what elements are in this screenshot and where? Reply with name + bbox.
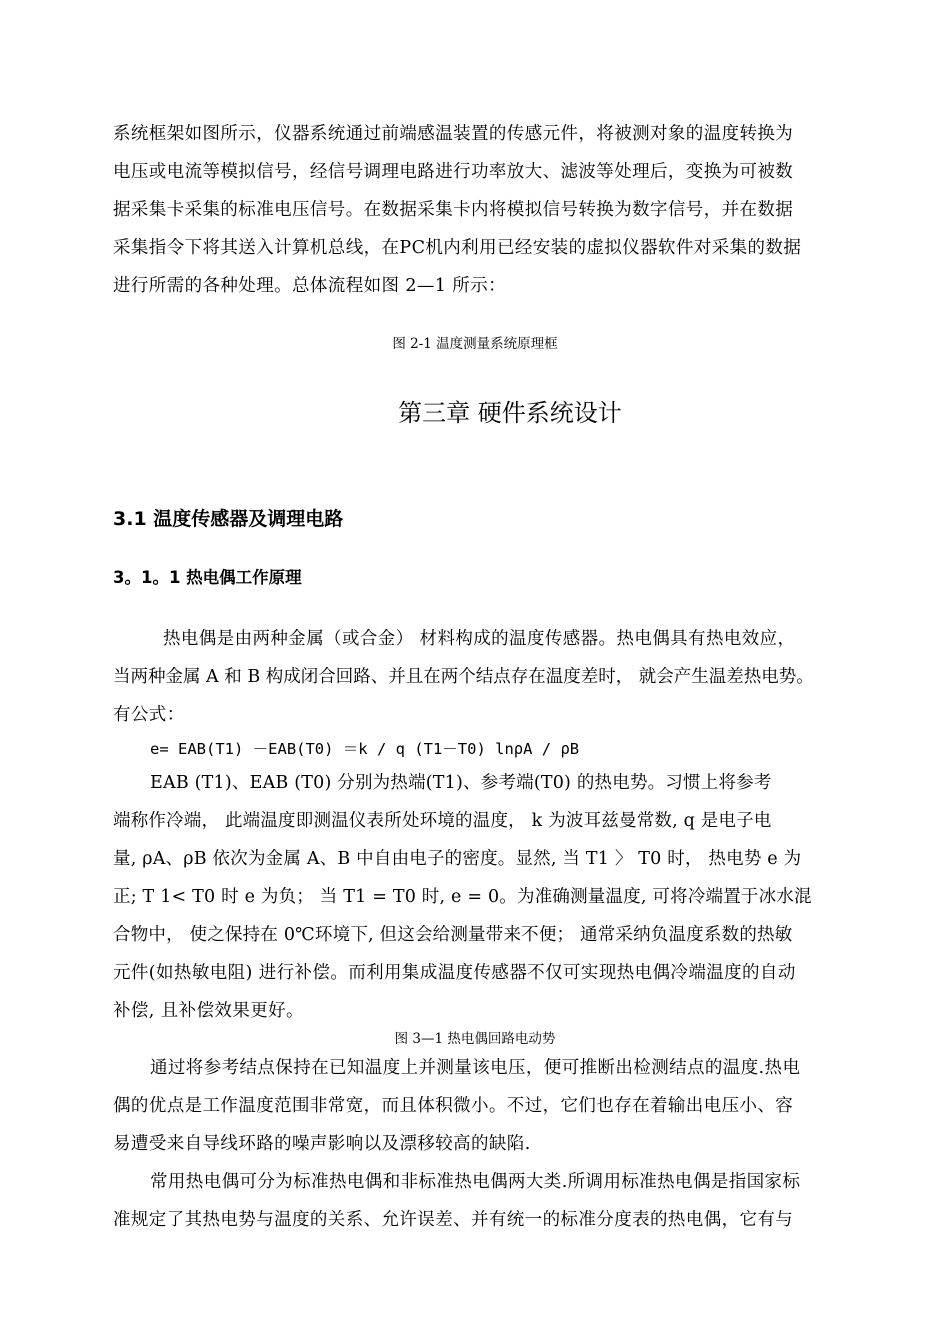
thermocouple-line-3: 有公式： [113,705,185,725]
figure-2-1-caption: 图 2-1 温度测量系统原理框 [392,336,558,352]
explanation-line-7: 补偿, 且补偿效果更好。 [113,1001,304,1021]
explanation-line-6: 元件(如热敏电阻) 进行补偿。而利用集成温度传感器不仅可实现热电偶冷端温度的自动 [113,963,796,983]
section-heading-3-1: 3.1 温度传感器及调理电路 [113,508,344,530]
standard-line-1: 常用热电偶可分为标准热电偶和非标准热电偶两大类.所调用标准热电偶是指国家标 [150,1172,801,1192]
intro-line-1: 系统框架如图所示，仪器系统通过前端感温装置的传感元件，将被测对象的温度转换为 [113,124,794,144]
thermocouple-line-1: 热电偶是由两种金属（或合金） 材料构成的温度传感器。热电偶具有热电效应， [163,629,796,649]
explanation-line-3: 量, ρA、ρB 依次为金属 A、B 中自由电子的密度。显然, 当 T1 〉 T0 时， 热电势 e 为 [113,849,802,869]
standard-line-2: 准规定了其热电势与温度的关系、允许误差、并有统一的标准分度表的热电偶，它有与 [113,1210,794,1230]
explanation-line-2: 端称作冷端， 此端温度即测温仪表所处环境的温度， k 为波耳兹曼常数, q 是电子电 [113,811,772,831]
thermoelectric-formula: e= EAB(T1) －EAB(T0) ＝k / q (T1－T0) lnρA / ρB [150,740,580,758]
intro-line-3: 据采集卡采集的标准电压信号。在数据采集卡内将模拟信号转换为数字信号，并在数据 [113,200,794,220]
reference-line-1: 通过将参考结点保持在已知温度上并测量该电压，便可推断出检测结点的温度.热电 [150,1058,801,1078]
chapter-title: 第三章 硬件系统设计 [398,399,622,427]
intro-line-5: 进行所需的各种处理。总体流程如图 2—1 所示： [113,276,506,296]
explanation-line-4: 正; T 1< T0 时 e 为负； 当 T1 = T0 时, e = 0。为准确测量温度, 可将冷端置于冰水混 [113,887,812,907]
figure-3-1-caption: 图 3—1 热电偶回路电动势 [394,1031,556,1047]
intro-line-4: 采集指令下将其送入计算机总线，在PC机内利用已经安装的虚拟仪器软件对采集的数据 [113,238,802,258]
reference-line-2: 偶的优点是工作温度范围非常宽，而且体积微小。不过，它们也存在着输出电压小、容 [113,1096,794,1116]
explanation-line-1: EAB (T1)、EAB (T0) 分别为热端(T1)、参考端(T0) 的热电势。习惯上将参考 [150,773,772,793]
reference-line-3: 易遭受来自导线环路的噪声影响以及漂移较高的缺陷. [113,1134,531,1154]
thermocouple-line-2: 当两种金属 A 和 B 构成闭合回路、并且在两个结点存在温度差时， 就会产生温差热电势。 [113,667,814,687]
intro-line-2: 电压或电流等模拟信号，经信号调理电路进行功率放大、滤波等处理后，变换为可被数 [113,162,794,182]
explanation-line-5: 合物中， 使之保持在 0℃环境下, 但这会给测量带来不便； 通常采纳负温度系数的热敏 [113,925,793,945]
section-heading-3-1-1: 3。1。1 热电偶工作原理 [113,568,302,587]
